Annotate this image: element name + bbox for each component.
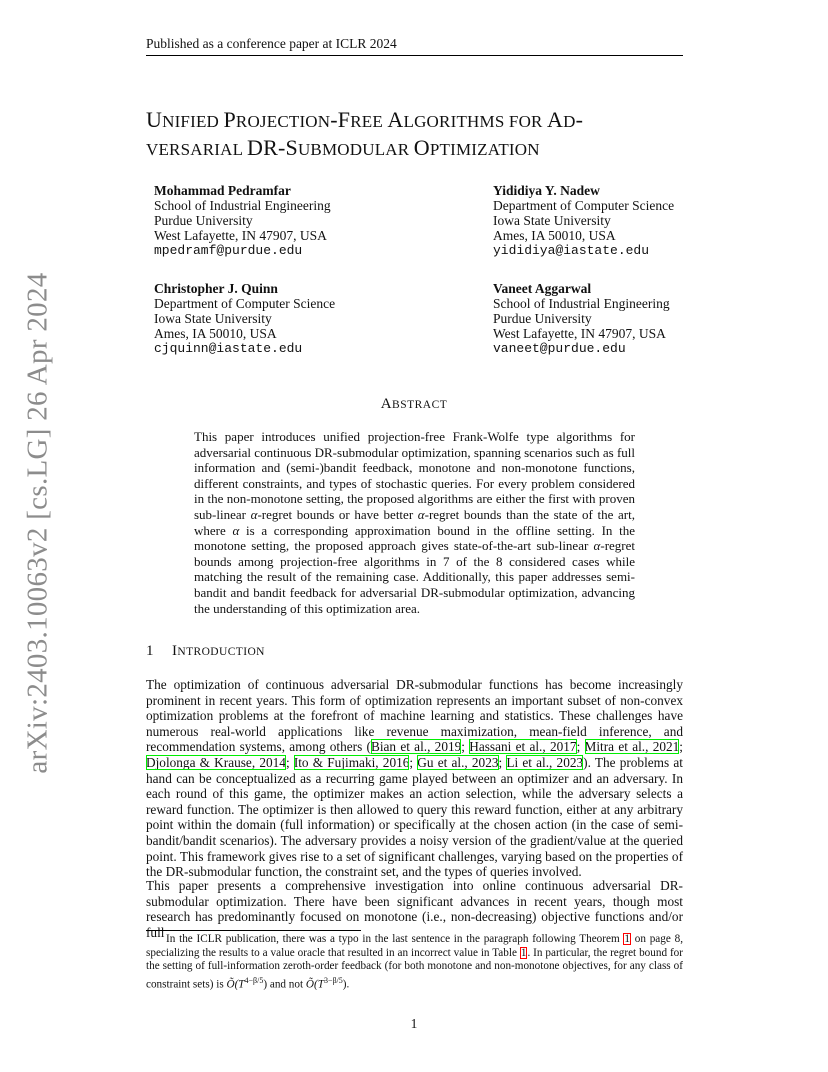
bound-correct-exponent: 4−β/5: [244, 975, 264, 985]
title-seg: PTIMIZATION: [429, 140, 540, 159]
abstract-heading: [0, 396, 828, 413]
intro-paragraph-1: [146, 677, 683, 880]
arxiv-side-stamp: arXiv:2403.10063v2 [cs.LG] 26 Apr 2024: [21, 272, 54, 774]
author-name: Christopher J. Quinn: [154, 281, 278, 296]
bound-correct: Õ(T: [226, 978, 245, 991]
abstract-part: This paper introduces unified projection-free Frank-Wolfe type algorithms for adversarial continuous DR-submodular optimization, spanning scenarios such as full information and (semi-)bandit feedback, monotone and non-monotone functions, different constraints, and types of stochastic queries. For every problem considered in the non-monotone setting, the proposed algorithms are either the first with proven sub-linear: [194, 429, 635, 522]
title-seg: REE: [350, 112, 388, 131]
citation-sep: ;: [576, 739, 585, 755]
author-block: [493, 281, 670, 356]
title-seg: DR-S: [247, 135, 298, 160]
footnote-text: In the ICLR publication, there was a typo in the last sentence in the paragraph following Theorem: [166, 933, 624, 945]
title-seg: A: [387, 107, 404, 132]
author-address: West Lafayette, IN 47907, USA: [493, 326, 666, 341]
title-seg: D: [563, 112, 576, 131]
page-number: 1: [410, 1016, 418, 1031]
author-univ: Iowa State University: [154, 311, 272, 326]
abstract-part: -regret bounds or have better: [257, 506, 418, 522]
citation-link[interactable]: Mitra et al., 2021: [584, 739, 680, 755]
title-seg: O: [413, 135, 430, 160]
author-dept: School of Industrial Engineering: [493, 296, 670, 311]
abstract-heading-rest: BSTRACT: [392, 399, 448, 411]
title-seg: ROJECTION: [235, 112, 331, 131]
author-email: vaneet@purdue.edu: [493, 341, 626, 356]
title-seg: A: [547, 107, 564, 132]
alpha-symbol: α: [250, 506, 258, 522]
bound-wrong: Õ(T: [305, 978, 324, 991]
title-line-2: [146, 135, 686, 163]
alpha-symbol: α: [417, 506, 425, 522]
citation-sep: ;: [461, 739, 470, 755]
para-text: The optimization of continuous adversarial DR-submodular functions has become increasingly prominent in recent years. This form of optimization represents an important subset of non-convex optimization problems at the forefront of machine learning and statistics. These challenges have numerous real-world applications like revenue maximization, mean-field inference, and recommendation systems, among others (: [146, 677, 683, 755]
author-email: yididiya@iastate.edu: [493, 243, 650, 258]
title-seg: -: [575, 107, 584, 132]
title-seg: -F: [330, 107, 351, 132]
footnote-text: ).: [342, 978, 350, 991]
table-link[interactable]: 1: [520, 946, 527, 959]
theorem-link[interactable]: 1: [624, 933, 630, 945]
bound-wrong-exponent: 3−β/5: [323, 975, 343, 985]
section-number: 1: [146, 643, 154, 659]
author-name: Mohammad Pedramfar: [154, 183, 291, 198]
author-block: [493, 183, 674, 258]
citation-link[interactable]: Bian et al., 2019: [370, 739, 462, 755]
title-seg: VERSARIAL: [146, 140, 248, 159]
footnote-text: . In particular, the regret bound for the setting of full-information zeroth-order feedback (for both monotone and non-monotone objectives, for any class of constraint sets) is: [146, 946, 684, 991]
author-address: Ames, IA 50010, USA: [154, 326, 277, 341]
author-dept: Department of Computer Science: [154, 296, 336, 311]
alpha-symbol: α: [232, 522, 240, 538]
author-dept: Department of Computer Science: [493, 198, 675, 213]
citation-link[interactable]: Hassani et al., 2017: [469, 739, 577, 755]
author-email: cjquinn@iastate.edu: [154, 341, 303, 356]
citation-link[interactable]: Li et al., 2023: [506, 754, 584, 770]
title-seg: UBMODULAR: [297, 140, 414, 159]
section-heading: [146, 643, 265, 660]
footnote-rule: [146, 930, 361, 931]
alpha-symbol: α: [593, 538, 601, 554]
author-univ: Iowa State University: [493, 213, 611, 228]
author-block: [154, 183, 331, 258]
author-name: Yididiya Y. Nadew: [493, 183, 600, 198]
author-address: Ames, IA 50010, USA: [493, 228, 616, 243]
running-header: Published as a conference paper at ICLR 2024: [146, 36, 683, 56]
author-univ: Purdue University: [154, 213, 253, 228]
author-dept: School of Industrial Engineering: [154, 198, 331, 213]
title-seg: LGORITHMS FOR: [403, 112, 548, 131]
citation-link[interactable]: Gu et al., 2023: [417, 754, 499, 770]
footnote: [146, 933, 683, 992]
author-block: [154, 281, 335, 356]
abstract-part: -regret bounds among projection-free algorithms in 7 of the 8 considered cases while matching the result of the remaining case. Additionally, this paper addresses semi-bandit and bandit feedback for adversarial DR-submodular optimization, advancing the understanding of this optimization area.: [194, 538, 635, 616]
title-line-1: [146, 107, 686, 135]
footnote-text: ) and not: [263, 978, 306, 991]
citation-sep: ;: [285, 754, 294, 770]
citation-sep: ;: [409, 754, 418, 770]
abstract-part: -regret bounds than the state of the art, where: [194, 506, 635, 538]
citation-link[interactable]: Ito & Fujimaki, 2016: [293, 754, 410, 770]
author-address: West Lafayette, IN 47907, USA: [154, 228, 327, 243]
author-univ: Purdue University: [493, 311, 592, 326]
section-title-first: I: [172, 643, 178, 659]
author-email: mpedramf@purdue.edu: [154, 243, 303, 258]
abstract-heading-first: A: [380, 396, 393, 412]
intro-paragraph-2: This paper presents a comprehensive investigation into online continuous adversarial DR-submodular optimization. There have been significant advances in recent years, though most research has predominantly focused on monotone (i.e., non-decreasing) objective functions and/or full: [146, 878, 683, 940]
footnote-text: on page 8, specializing the results to a value oracle that resulted in an incorrect value in Table: [146, 933, 683, 959]
section-title-rest: NTRODUCTION: [177, 646, 265, 658]
citation-link[interactable]: Djolonga & Krause, 2014: [146, 754, 286, 770]
title-seg: P: [223, 107, 236, 132]
citation-sep: ;: [498, 754, 507, 770]
title-seg: U: [146, 107, 163, 132]
citation-sep: ;: [679, 739, 683, 755]
abstract-text: [194, 429, 635, 616]
para-text: ). The problems at hand can be conceptualized as a recurring game played between an optimizer and an adversary. In each round of this game, the optimizer makes an action selection, while the adversary selects a reward function. The optimizer is then allowed to query this reward function, either at any arbitrary point within the domain (full information) or specifically at the chosen action (in the case of semi-bandit/bandit scenarios). The adversary provides a noisy version of the gradient/value at the queried point. This framework gives rise to a set of significant challenges, varying based on the properties of the DR-submodular function, the constraint set, and the types of queries involved.: [146, 754, 683, 880]
author-name: Vaneet Aggarwal: [493, 281, 592, 296]
title-seg: NIFIED: [162, 112, 224, 131]
paper-title: [146, 107, 686, 163]
abstract-part: is a corresponding approximation bound in the offline setting. In the monotone setting, the proposed approach gives state-of-the-art sub-linear: [194, 522, 635, 554]
